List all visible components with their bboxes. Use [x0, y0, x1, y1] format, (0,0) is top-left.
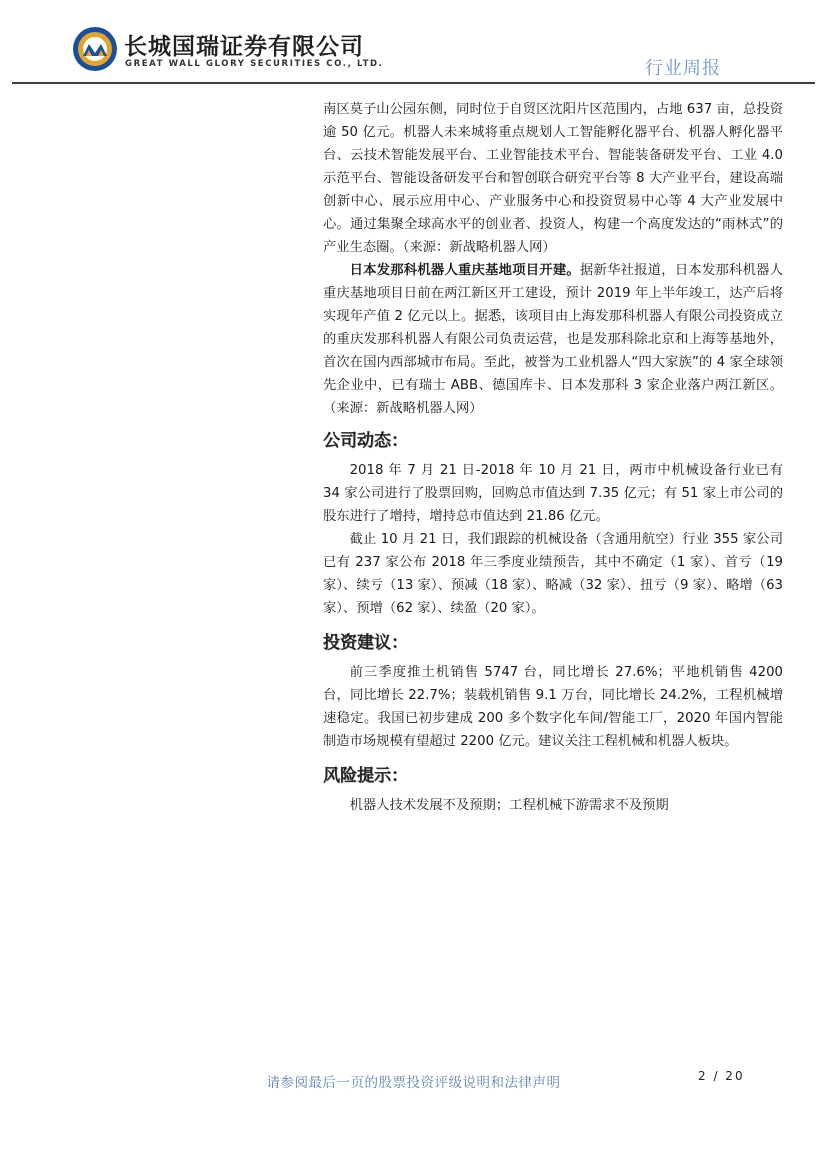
paragraph-robot-city: 南区莫子山公园东侧，同时位于自贸区沈阳片区范围内，占地 637 亩，总投资逾 50 亿元。机器人未来城将重点规划人工智能孵化器平台、机器人孵化器平台、云技术智能发展平台、工业智能技术平台、智能装备研发平台、工业 4.0 示范平台、智能设备研发平台和智创联合研究平台等 8 大产业平台，建设高端创新中心、展示应用中心、产业服务中心和投资贸易中心等 4 大产业发展中心。通过集聚全球高水平的创业者、投资人，构建一个高度发达的“雨林式”的产业生态圈。（来源：新战略机器人网）	[323, 102, 783, 255]
paragraph-fanuc-lead: 日本发那科机器人重庆基地项目开建。	[349, 263, 580, 278]
report-type-label: 行业周报	[645, 58, 721, 79]
paragraph-fanuc	[323, 259, 783, 420]
section-invest-title: 投资建议：	[323, 633, 408, 653]
section-company-title: 公司动态：	[323, 431, 408, 451]
paragraph-invest: 前三季度推土机销售 5747 台，同比增长 27.6%；平地机销售 4200 台，同比增长 22.7%；装载机销售 9.1 万台，同比增长 24.2%，工程机械增速稳定。我国已初步建成 200 多个数字化车间/智能工厂，2020 年国内智能制造市场规模有望超过 2200 亿元。建议关注工程机械和机器人板块。	[323, 665, 783, 749]
page-header	[0, 0, 827, 90]
paragraph-company-forecast: 截止 10 月 21 日，我们跟踪的机械设备（含通用航空）行业 355 家公司已有 237 家公布 2018 年三季度业绩预告，其中不确定（1 家）、首亏（19 家）、续亏（13 家）、预减（18 家）、略减（32 家）、扭亏（9 家）、略增（63 家）、预增（62 家）、续盈（20 家）。	[323, 532, 783, 616]
paragraph-fanuc-body: 据新华社报道，日本发那科机器人重庆基地项目日前在两江新区开工建设，预计 2019 年上半年竣工，达产后将实现年产值 2 亿元以上。据悉，该项目由上海发那科机器人有限公司投资成立的重庆发那科机器人有限公司负责运营，也是发那科除北京和上海等基地外，首次在国内西部城市布局。至此，被誉为工业机器人“四大家族”的 4 家全球领先企业中，已有瑞士 ABB、德国库卡、日本发那科 3 家企业落户两江新区。（来源：新战略机器人网）	[323, 263, 784, 416]
report-body	[323, 98, 783, 817]
paragraph-company-buyback: 2018 年 7 月 21 日-2018 年 10 月 21 日，两市中机械设备行业已有 34 家公司进行了股票回购，回购总市值达到 7.35 亿元；有 51 家上市公司的股东进行了增持，增持总市值达到 21.86 亿元。	[323, 463, 783, 524]
company-logo-icon	[72, 26, 118, 72]
footer-disclaimer: 请参阅最后一页的股票投资评级说明和法律声明	[266, 1075, 561, 1091]
company-name-cn: 长城国瑞证券有限公司	[124, 34, 364, 60]
page-number: 2 / 20	[698, 1069, 745, 1083]
section-risk-title: 风险提示：	[323, 766, 408, 786]
company-name-en: GREAT WALL GLORY SECURITIES CO., LTD.	[125, 59, 384, 69]
header-divider	[12, 82, 815, 84]
paragraph-risk: 机器人技术发展不及预期；工程机械下游需求不及预期	[349, 798, 669, 813]
